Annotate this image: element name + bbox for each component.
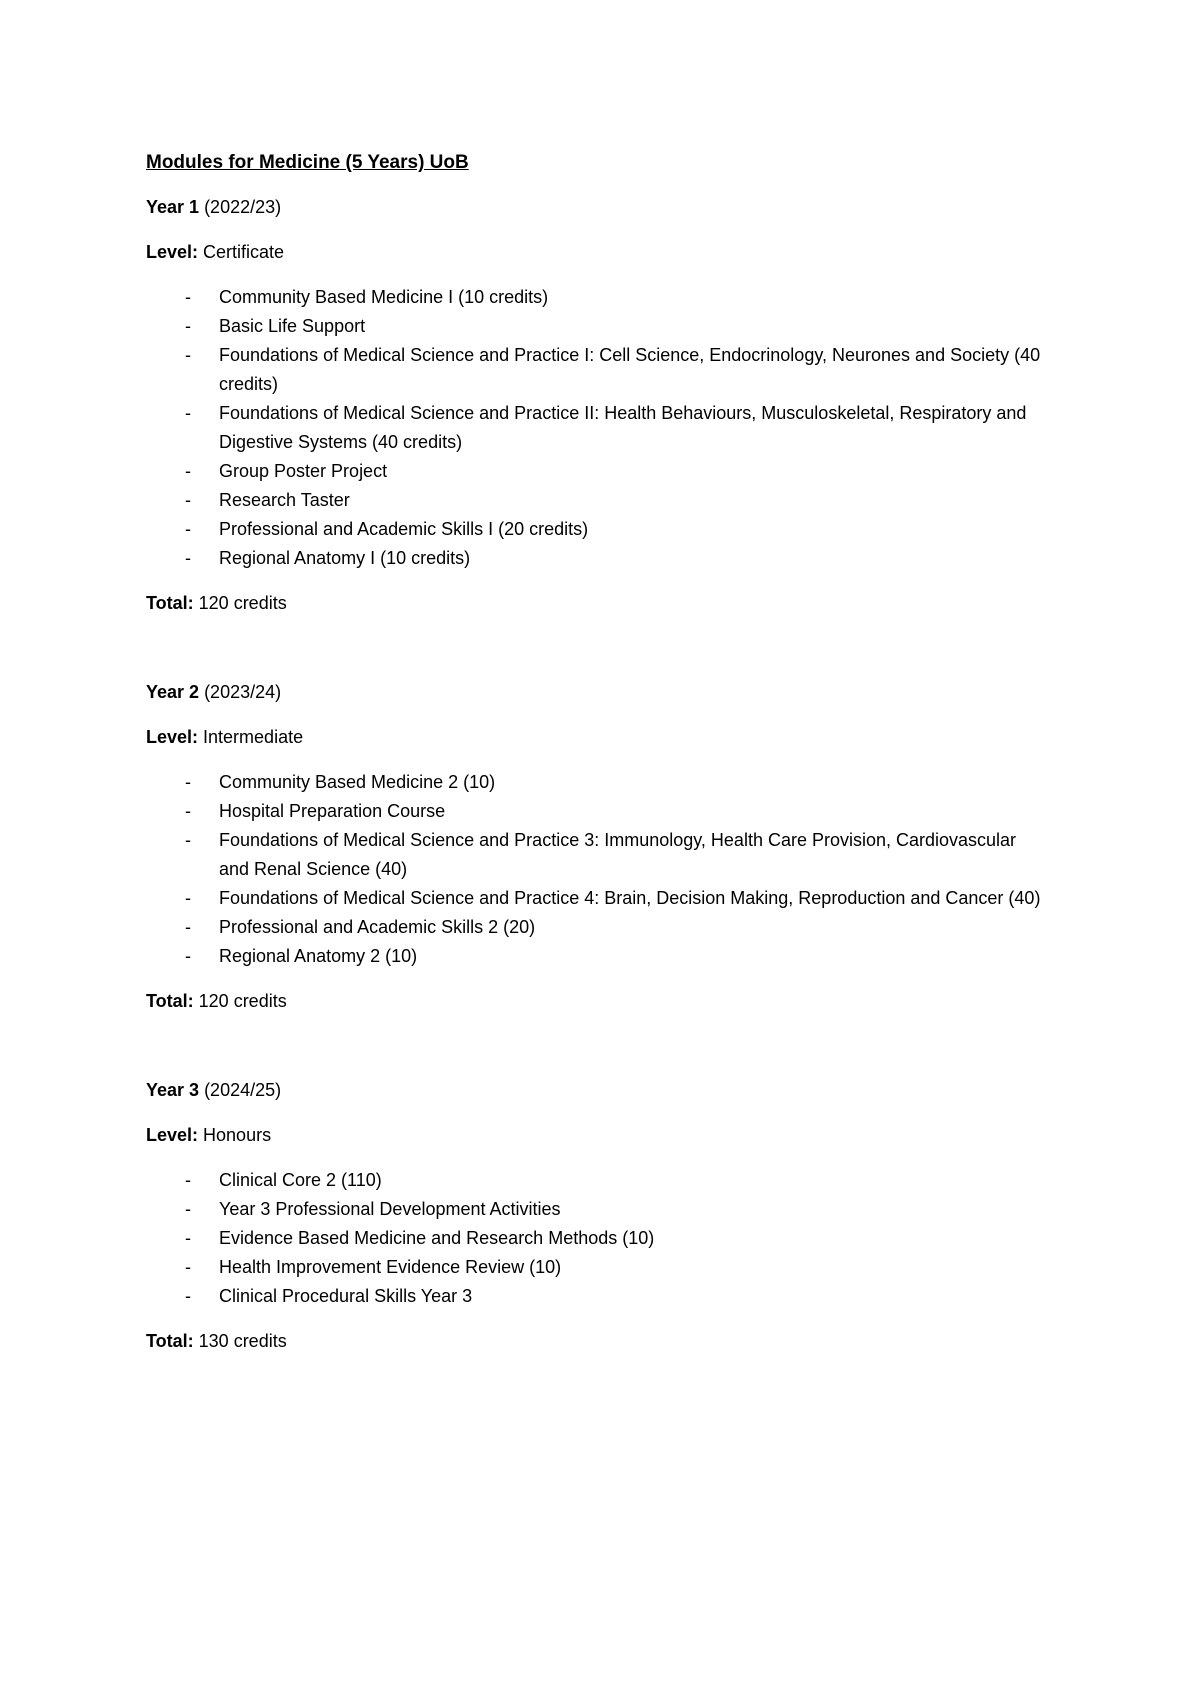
year-section bbox=[146, 678, 1046, 1016]
year-section bbox=[146, 1076, 1046, 1356]
module-text: Professional and Academic Skills 2 (20) bbox=[219, 917, 536, 937]
module-item bbox=[146, 1195, 1046, 1224]
list-dash-marker: - bbox=[185, 345, 191, 365]
module-text: Clinical Core 2 (110) bbox=[219, 1170, 382, 1190]
module-text: Regional Anatomy 2 (10) bbox=[219, 946, 418, 966]
total-line bbox=[146, 589, 1046, 618]
module-list bbox=[146, 768, 1046, 971]
list-dash-marker: - bbox=[185, 1199, 191, 1219]
year-period: (2024/25) bbox=[199, 1080, 282, 1100]
module-item bbox=[146, 486, 1046, 515]
total-value: 120 credits bbox=[193, 991, 287, 1011]
module-text: Evidence Based Medicine and Research Methods (10) bbox=[219, 1228, 655, 1248]
module-text: Foundations of Medical Science and Practice 3: Immunology, Health Care Provision, Cardiovascular and Renal Science (40) bbox=[219, 830, 1017, 879]
total-value: 120 credits bbox=[193, 593, 287, 613]
page-title: Modules for Medicine (5 Years) UoB bbox=[146, 152, 469, 173]
year-heading bbox=[146, 193, 1046, 222]
module-item bbox=[146, 283, 1046, 312]
level-label: Level: bbox=[146, 1125, 199, 1145]
module-list bbox=[146, 283, 1046, 573]
total-label: Total: bbox=[146, 1331, 194, 1351]
list-dash-marker: - bbox=[185, 1170, 191, 1190]
level-line bbox=[146, 1121, 1046, 1150]
year-period: (2022/23) bbox=[199, 197, 282, 217]
list-dash-marker: - bbox=[185, 1257, 191, 1277]
level-value: Honours bbox=[198, 1125, 272, 1145]
level-value: Certificate bbox=[198, 242, 285, 262]
module-item bbox=[146, 544, 1046, 573]
module-text: Group Poster Project bbox=[219, 461, 388, 481]
list-dash-marker: - bbox=[185, 830, 191, 850]
list-dash-marker: - bbox=[185, 772, 191, 792]
year-label: Year 3 bbox=[146, 1080, 200, 1100]
module-item bbox=[146, 515, 1046, 544]
year-heading bbox=[146, 1076, 1046, 1105]
total-label: Total: bbox=[146, 991, 194, 1011]
module-text: Clinical Procedural Skills Year 3 bbox=[219, 1286, 473, 1306]
year-section bbox=[146, 193, 1046, 618]
module-text: Foundations of Medical Science and Practice 4: Brain, Decision Making, Reproduction and Cancer (40) bbox=[219, 888, 1041, 908]
list-dash-marker: - bbox=[185, 888, 191, 908]
list-dash-marker: - bbox=[185, 461, 191, 481]
module-text: Basic Life Support bbox=[219, 316, 366, 336]
total-line bbox=[146, 987, 1046, 1016]
level-label: Level: bbox=[146, 242, 199, 262]
module-text: Health Improvement Evidence Review (10) bbox=[219, 1257, 562, 1277]
module-text: Professional and Academic Skills I (20 credits) bbox=[219, 519, 589, 539]
year-label: Year 1 bbox=[146, 197, 200, 217]
list-dash-marker: - bbox=[185, 946, 191, 966]
module-item bbox=[146, 1253, 1046, 1282]
module-text: Hospital Preparation Course bbox=[219, 801, 446, 821]
module-item bbox=[146, 1166, 1046, 1195]
module-item bbox=[146, 797, 1046, 826]
years-container bbox=[146, 193, 1046, 1356]
level-line bbox=[146, 723, 1046, 752]
year-label: Year 2 bbox=[146, 682, 200, 702]
list-dash-marker: - bbox=[185, 287, 191, 307]
list-dash-marker: - bbox=[185, 490, 191, 510]
module-item bbox=[146, 913, 1046, 942]
module-item bbox=[146, 399, 1046, 457]
document-content bbox=[146, 148, 1046, 1372]
module-text: Regional Anatomy I (10 credits) bbox=[219, 548, 471, 568]
total-label: Total: bbox=[146, 593, 194, 613]
module-item bbox=[146, 884, 1046, 913]
module-item bbox=[146, 457, 1046, 486]
module-item bbox=[146, 826, 1046, 884]
list-dash-marker: - bbox=[185, 917, 191, 937]
module-text: Foundations of Medical Science and Practice II: Health Behaviours, Musculoskeletal, Respiratory and Digestive Systems (40 credits) bbox=[219, 403, 1027, 452]
total-line bbox=[146, 1327, 1046, 1356]
list-dash-marker: - bbox=[185, 1286, 191, 1306]
module-item bbox=[146, 1282, 1046, 1311]
level-value: Intermediate bbox=[198, 727, 304, 747]
year-period: (2023/24) bbox=[199, 682, 282, 702]
list-dash-marker: - bbox=[185, 548, 191, 568]
list-dash-marker: - bbox=[185, 1228, 191, 1248]
list-dash-marker: - bbox=[185, 519, 191, 539]
list-dash-marker: - bbox=[185, 403, 191, 423]
module-item bbox=[146, 942, 1046, 971]
module-text: Community Based Medicine I (10 credits) bbox=[219, 287, 549, 307]
list-dash-marker: - bbox=[185, 316, 191, 336]
module-item bbox=[146, 341, 1046, 399]
module-item bbox=[146, 768, 1046, 797]
total-value: 130 credits bbox=[193, 1331, 287, 1351]
module-item bbox=[146, 312, 1046, 341]
module-text: Community Based Medicine 2 (10) bbox=[219, 772, 496, 792]
module-text: Year 3 Professional Development Activities bbox=[219, 1199, 561, 1219]
level-label: Level: bbox=[146, 727, 199, 747]
list-dash-marker: - bbox=[185, 801, 191, 821]
module-item bbox=[146, 1224, 1046, 1253]
level-line bbox=[146, 238, 1046, 267]
module-text: Research Taster bbox=[219, 490, 350, 510]
module-list bbox=[146, 1166, 1046, 1311]
year-heading bbox=[146, 678, 1046, 707]
module-text: Foundations of Medical Science and Practice I: Cell Science, Endocrinology, Neurones and Society (40 credits) bbox=[219, 345, 1041, 394]
